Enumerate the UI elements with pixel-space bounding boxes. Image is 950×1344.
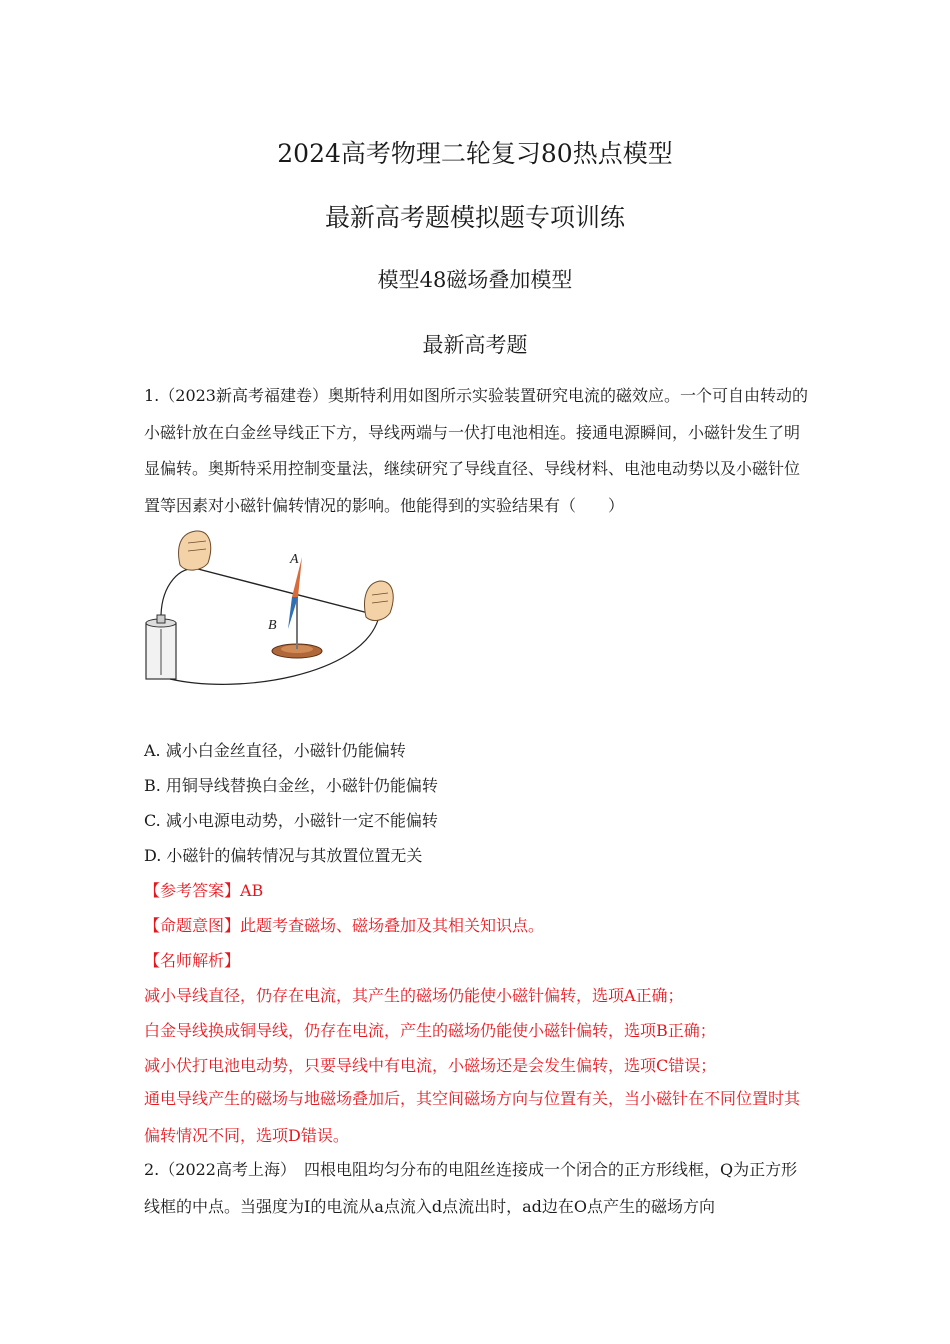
question-2-stem: 2.（2022高考上海） 四根电阻均匀分布的电阻丝连接成一个闭合的正方形线框，Q为正方形线框的中点。当强度为I的电流从a点流入d点流出时，ad边在O点产生的磁场方向 bbox=[144, 1160, 798, 1216]
compass-needle-icon bbox=[272, 557, 322, 658]
analysis-line-3: 减小伏打电池电动势，只要导线中有电流，小磁场还是会发生偏转，选项C错误； bbox=[144, 1056, 717, 1075]
document-title: 2024高考物理二轮复习80热点模型 bbox=[277, 139, 673, 168]
right-hand-icon bbox=[365, 581, 394, 620]
option-c: C. 减小电源电动势，小磁针一定不能偏转 bbox=[144, 811, 438, 830]
option-a: A. 减小白金丝直径，小磁针仍能偏转 bbox=[144, 741, 406, 760]
option-b: B. 用铜导线替换白金丝，小磁针仍能偏转 bbox=[144, 776, 438, 795]
analysis-line-2: 白金导线换成铜导线，仍存在电流，产生的磁场仍能使小磁针偏转，选项B正确； bbox=[144, 1021, 716, 1040]
analysis-line-1: 减小导线直径，仍存在电流，其产生的磁场仍能使小磁针偏转，选项A正确； bbox=[144, 986, 684, 1005]
figure-label-a: A bbox=[290, 552, 299, 567]
document-subtitle: 最新高考题模拟题专项训练 bbox=[324, 203, 625, 232]
left-hand-icon bbox=[179, 531, 211, 570]
figure-label-b: B bbox=[268, 618, 277, 633]
oersted-experiment-figure bbox=[140, 525, 400, 685]
section-heading: 最新高考题 bbox=[422, 333, 528, 357]
option-d: D. 小磁针的偏转情况与其放置位置无关 bbox=[144, 846, 423, 865]
analysis-line-4: 通电导线产生的磁场与地磁场叠加后，其空间磁场方向与位置有关，当小磁针在不同位置时其偏转情况不同，选项D错误。 bbox=[144, 1089, 801, 1145]
question-intent: 【命题意图】此题考查磁场、磁场叠加及其相关知识点。 bbox=[144, 916, 545, 935]
question-1-stem: 1.（2023新高考福建卷）奥斯特利用如图所示实验装置研究电流的磁效应。一个可自由转动的小磁针放在白金丝导线正下方，导线两端与一伏打电池相连。接通电源瞬间，小磁针发生了明显偏转。奥斯特采用控制变量法，继续研究了导线直径、导线材料、电池电动势以及小磁针位置等因素对小磁针偏转情况的影响。他能得到的实验结果有（ ） bbox=[144, 386, 808, 515]
reference-answer: 【参考答案】AB bbox=[144, 881, 264, 900]
analysis-label: 【名师解析】 bbox=[144, 951, 241, 970]
model-title: 模型48磁场叠加模型 bbox=[377, 268, 573, 292]
battery-icon bbox=[146, 615, 176, 679]
